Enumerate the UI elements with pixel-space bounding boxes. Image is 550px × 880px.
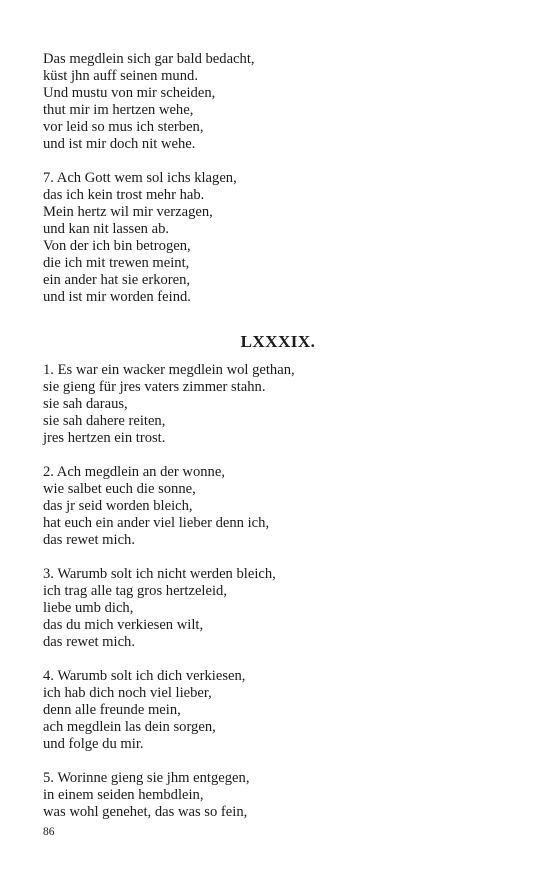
song-continuation: [43, 51, 513, 306]
stanza: [43, 668, 513, 753]
verse-line: ach megdlein las dein sorgen,: [43, 719, 216, 735]
stanza: [43, 51, 513, 153]
stanza: [43, 770, 513, 821]
verse-line: ich trag alle tag gros hertzeleid,: [43, 583, 227, 599]
verse-line: in einem seiden hembdlein,: [43, 787, 204, 803]
verse-line: küst jhn auff seinen mund.: [43, 68, 198, 84]
verse-line: sie sah dahere reiten,: [43, 413, 166, 429]
verse-line: 1. Es war ein wacker megdlein wol gethan,: [43, 362, 295, 378]
song-heading: LXXXIX.: [240, 332, 316, 351]
verse-line: und folge du mir.: [43, 736, 144, 752]
verse-line: 3. Warumb solt ich nicht werden bleich,: [43, 566, 276, 582]
verse-line: sie gieng für jres vaters zimmer stahn.: [43, 379, 266, 395]
verse-line: das ich kein trost mehr hab.: [43, 187, 205, 203]
verse-line: das du mich verkiesen wilt,: [43, 617, 204, 633]
verse-line: ich hab dich noch viel lieber,: [43, 685, 212, 701]
stanza: [43, 566, 513, 651]
verse-line: wie salbet euch die sonne,: [43, 481, 196, 497]
verse-line: was wohl genehet, das was so fein,: [43, 804, 248, 820]
verse-line: das rewet mich.: [43, 532, 135, 548]
verse-line: 4. Warumb solt ich dich verkiesen,: [43, 668, 246, 684]
verse-line: Und mustu von mir scheiden,: [43, 85, 216, 101]
song-lxxxix: [43, 362, 513, 821]
verse-line: sie sah daraus,: [43, 396, 128, 412]
verse-line: und ist mir doch nit wehe.: [43, 136, 196, 152]
verse-line: liebe umb dich,: [43, 600, 134, 616]
verse-line: und kan nit lassen ab.: [43, 221, 170, 237]
verse-line: das jr seid worden bleich,: [43, 498, 193, 514]
verse-line: Mein hertz wil mir verzagen,: [43, 204, 213, 220]
verse-line: ein ander hat sie erkoren,: [43, 272, 191, 288]
verse-line: das rewet mich.: [43, 634, 135, 650]
verse-line: 5. Worinne gieng sie jhm entgegen,: [43, 770, 250, 786]
stanza: [43, 464, 513, 549]
verse-line: 2. Ach megdlein an der wonne,: [43, 464, 225, 480]
verse-line: Von der ich bin betrogen,: [43, 238, 191, 254]
page-body: [43, 51, 513, 821]
verse-line: hat euch ein ander viel lieber denn ich,: [43, 515, 270, 531]
verse-line: thut mir im hertzen wehe,: [43, 102, 194, 118]
verse-line: 7. Ach Gott wem sol ichs klagen,: [43, 170, 237, 186]
verse-line: und ist mir worden feind.: [43, 289, 191, 305]
stanza: [43, 362, 513, 447]
verse-line: denn alle freunde mein,: [43, 702, 181, 718]
verse-line: vor leid so mus ich sterben,: [43, 119, 204, 135]
verse-line: Das megdlein sich gar bald bedacht,: [43, 51, 255, 67]
stanza: [43, 170, 513, 306]
page-number: 86: [43, 826, 55, 838]
verse-line: die ich mit trewen meint,: [43, 255, 190, 271]
verse-line: jres hertzen ein trost.: [43, 430, 166, 446]
